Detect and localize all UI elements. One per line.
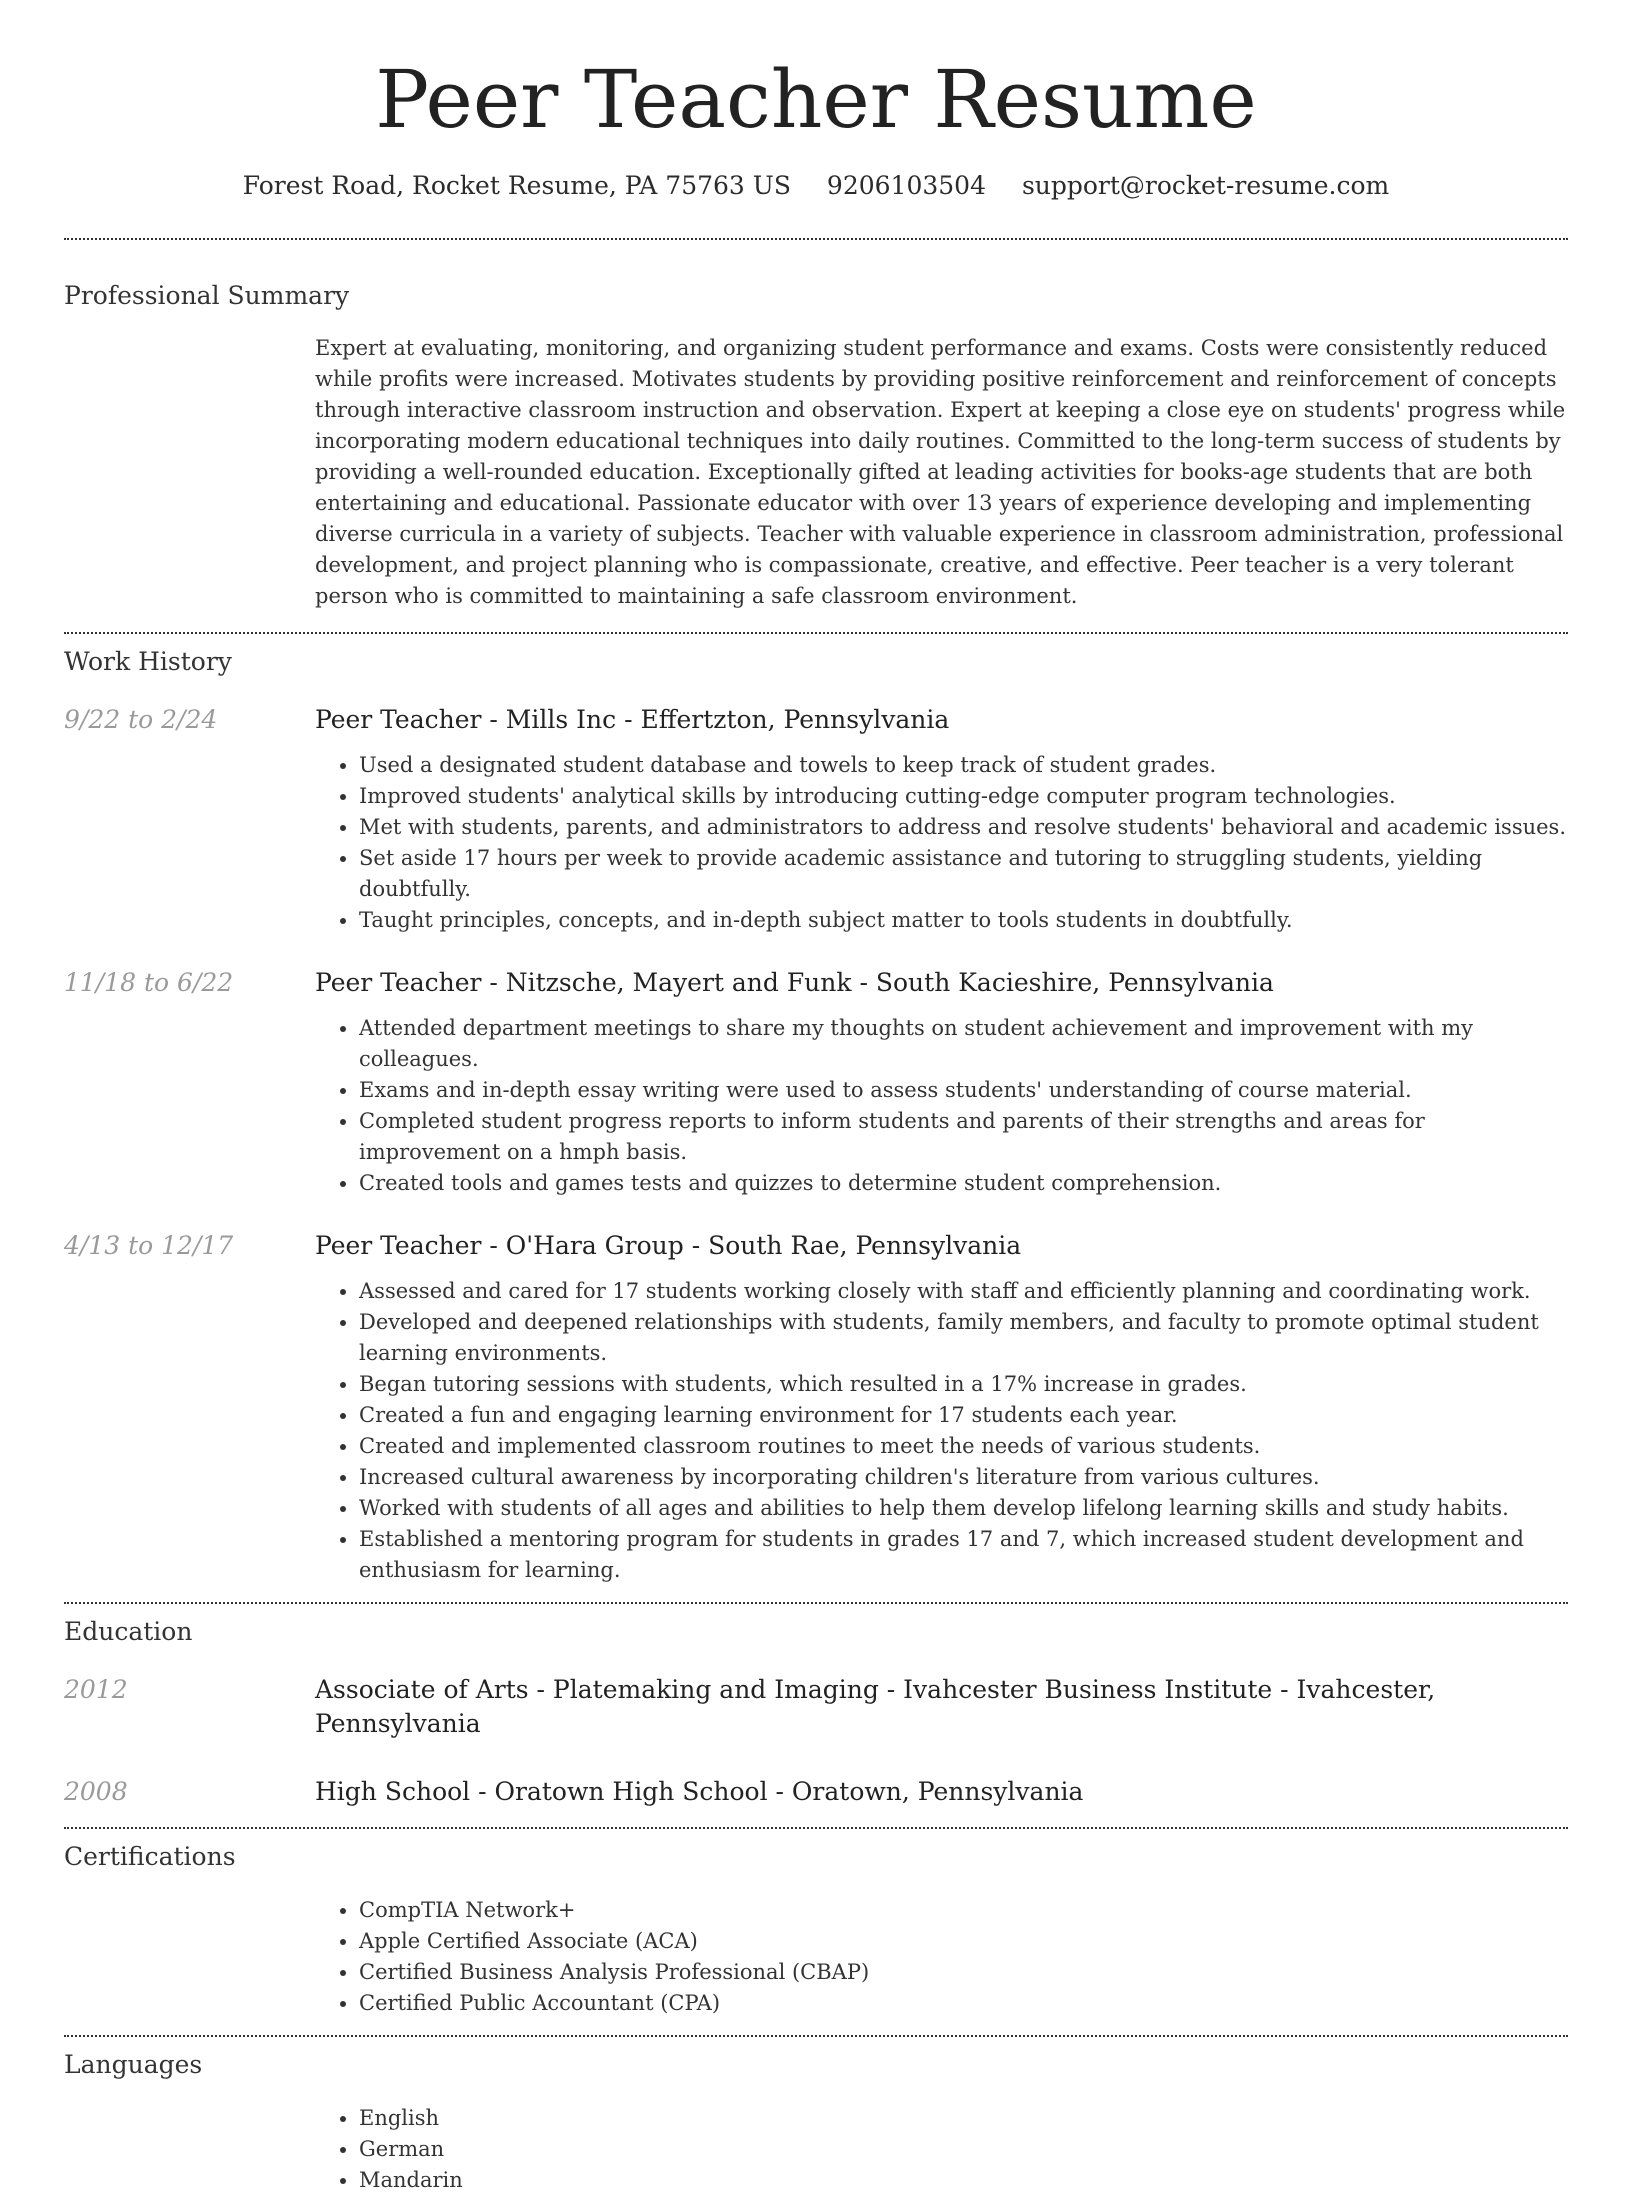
certifications-section xyxy=(64,1829,1568,2019)
list-item: • Created tools and games tests and quizzes to determine student comprehension. xyxy=(359,1168,1568,1199)
job-bullets xyxy=(315,1276,1568,1586)
job-bullets xyxy=(315,1013,1568,1199)
list-item: • Used a designated student database and towels to keep track of student grades. xyxy=(359,750,1568,781)
job-entry xyxy=(64,1229,1568,1586)
list-item: • Increased cultural awareness by incorporating children's literature from various cultures. xyxy=(359,1462,1568,1493)
contact-email: support@rocket-resume.com xyxy=(1021,171,1390,200)
education-section xyxy=(64,1604,1568,1809)
contact-address: Forest Road, Rocket Resume, PA 75763 US xyxy=(242,171,791,200)
list-item: • English xyxy=(359,2103,1568,2134)
job-dates: 4/13 to 12/17 xyxy=(64,1231,234,1260)
list-item: • Completed student progress reports to inform students and parents of their strengths and areas for improvement on a hmph basis. xyxy=(359,1106,1568,1168)
list-item: • Certified Business Analysis Professional (CBAP) xyxy=(359,1957,1568,1988)
list-item: • Apple Certified Associate (ACA) xyxy=(359,1926,1568,1957)
languages-section xyxy=(64,2037,1568,2196)
contact-line xyxy=(64,168,1568,204)
list-item: • Set aside 17 hours per week to provide academic assistance and tutoring to struggling students, yielding doubtfully. xyxy=(359,843,1568,905)
job-dates: 9/22 to 2/24 xyxy=(64,705,218,734)
list-item: • Improved students' analytical skills by introducing cutting-edge computer program technologies. xyxy=(359,781,1568,812)
list-item: • Attended department meetings to share my thoughts on student achievement and improvement with my colleagues. xyxy=(359,1013,1568,1075)
resume-page xyxy=(0,52,1632,2192)
education-year: 2012 xyxy=(64,1675,128,1704)
list-item: • Worked with students of all ages and abilities to help them develop lifelong learning skills and study habits. xyxy=(359,1493,1568,1524)
education-detail: High School - Oratown High School - Oratown, Pennsylvania xyxy=(315,1777,1084,1806)
list-item: • Created and implemented classroom routines to meet the needs of various students. xyxy=(359,1431,1568,1462)
list-item: • German xyxy=(359,2134,1568,2165)
job-heading: Peer Teacher - O'Hara Group - South Rae, Pennsylvania xyxy=(315,1231,1022,1260)
education-year: 2008 xyxy=(64,1777,128,1806)
certifications-list xyxy=(315,1895,1568,2019)
section-title-certifications: Certifications xyxy=(64,1842,236,1871)
list-item: • Began tutoring sessions with students, which resulted in a 17% increase in grades. xyxy=(359,1369,1568,1400)
list-item: • Created a fun and engaging learning environment for 17 students each year. xyxy=(359,1400,1568,1431)
work-section xyxy=(64,634,1568,1586)
list-item: • Exams and in-depth essay writing were used to assess students' understanding of course material. xyxy=(359,1075,1568,1106)
job-entry xyxy=(64,966,1568,1199)
education-entry xyxy=(64,1775,1568,1809)
job-heading: Peer Teacher - Mills Inc - Effertzton, Pennsylvania xyxy=(315,705,950,734)
list-item: • Assessed and cared for 17 students working closely with staff and efficiently planning and coordinating work. xyxy=(359,1276,1568,1307)
job-heading: Peer Teacher - Nitzsche, Mayert and Funk - South Kacieshire, Pennsylvania xyxy=(315,968,1274,997)
section-title-languages: Languages xyxy=(64,2050,203,2079)
languages-list xyxy=(315,2103,1568,2196)
list-item: • Mandarin xyxy=(359,2165,1568,2196)
section-title-work: Work History xyxy=(64,647,232,676)
job-dates: 11/18 to 6/22 xyxy=(64,968,234,997)
list-item: • CompTIA Network+ xyxy=(359,1895,1568,1926)
summary-section xyxy=(64,240,1568,612)
resume-title: Peer Teacher Resume xyxy=(375,53,1257,146)
list-item: • Taught principles, concepts, and in-depth subject matter to tools students in doubtfully. xyxy=(359,905,1568,936)
education-detail: Associate of Arts - Platemaking and Imaging - Ivahcester Business Institute - Ivahcester, Pennsylvania xyxy=(315,1675,1436,1738)
section-title-education: Education xyxy=(64,1617,193,1646)
list-item: • Met with students, parents, and administrators to address and resolve students' behavioral and academic issues. xyxy=(359,812,1568,843)
job-bullets xyxy=(315,750,1568,936)
list-item: • Certified Public Accountant (CPA) xyxy=(359,1988,1568,2019)
education-entry xyxy=(64,1673,1568,1741)
summary-text: Expert at evaluating, monitoring, and organizing student performance and exams. Costs were consistently reduced while profits were increased. Motivates students by providing positive reinforcement and reinforcement of concepts through interactive classroom instruction and observation. Expert at keeping a close eye on students' progress while incorporating modern educational techniques into daily routines. Committed to the long-term success of students by providing a well-rounded education. Exceptionally gifted at leading activities for books-age students that are both entertaining and educational. Passionate educator with over 13 years of experience developing and implementing diverse curricula in a variety of subjects. Teacher with valuable experience in classroom administration, professional development, and project planning who is compassionate, creative, and effective. Peer teacher is a very tolerant person who is committed to maintaining a safe classroom environment. xyxy=(315,336,1566,608)
contact-phone: 9206103504 xyxy=(826,171,986,200)
list-item: • Established a mentoring program for students in grades 17 and 7, which increased student development and enthusiasm for learning. xyxy=(359,1524,1568,1586)
section-title-summary: Professional Summary xyxy=(64,281,350,310)
job-entry xyxy=(64,703,1568,936)
list-item: • Developed and deepened relationships with students, family members, and faculty to promote optimal student learning environments. xyxy=(359,1307,1568,1369)
